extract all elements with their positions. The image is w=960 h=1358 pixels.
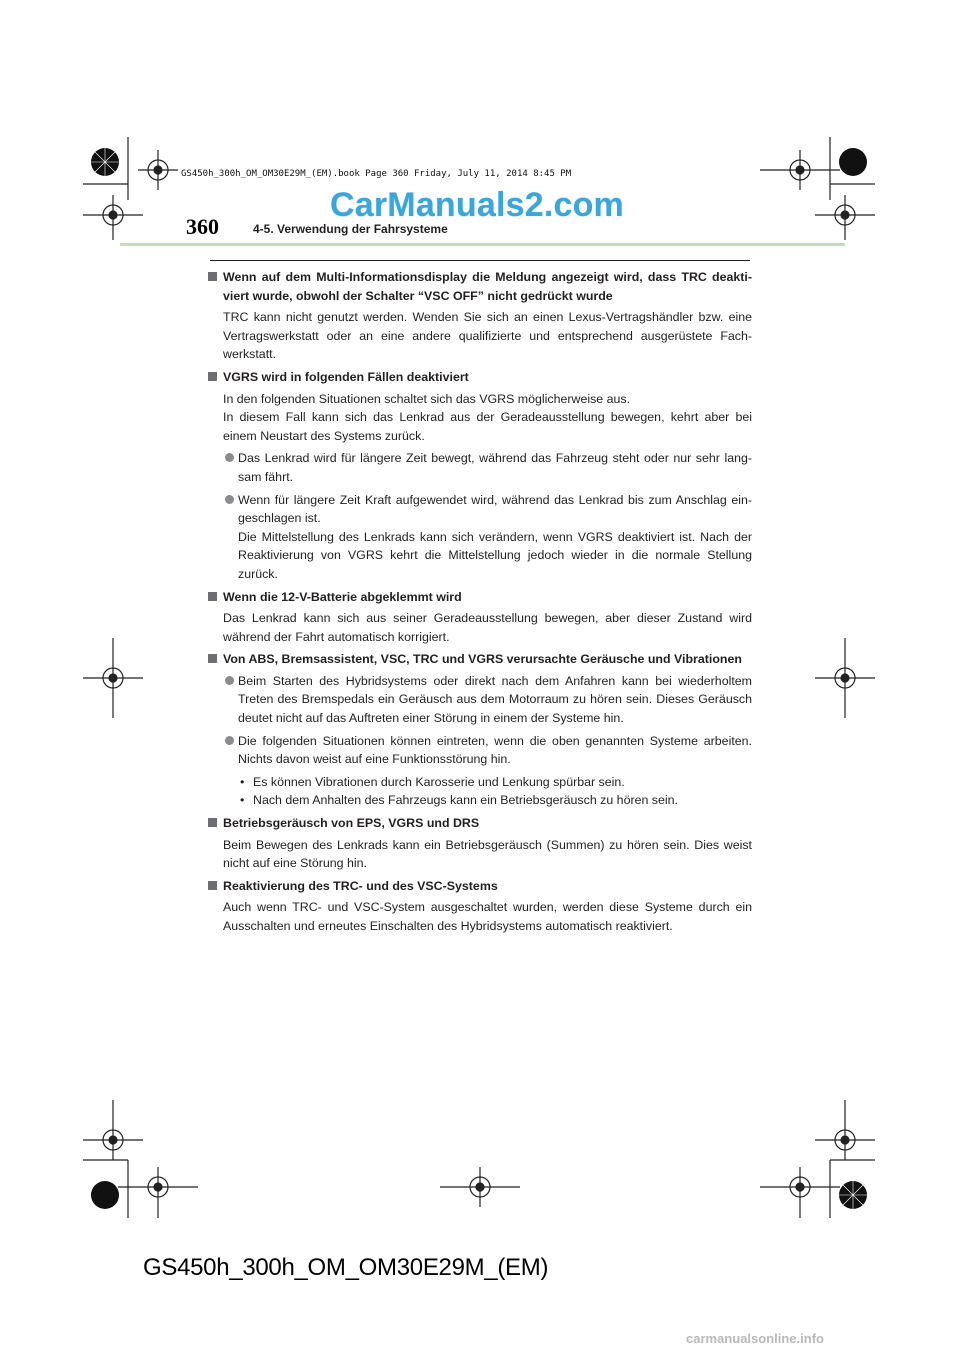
bullet-text: Das Lenkrad wird für längere Zeit bewegt, während das Fahrzeug steht oder nur sehr lang-sam fährt. bbox=[238, 451, 752, 484]
section-heading bbox=[206, 877, 752, 896]
square-marker-icon bbox=[208, 372, 217, 381]
print-info: GS450h_300h_OM_OM30E29M_(EM).book Page 360 Friday, July 11, 2014 8:45 PM bbox=[181, 169, 572, 179]
sub-item-text: Es können Vibrationen durch Karosserie und Lenkung spürbar sein. bbox=[253, 774, 625, 789]
sub-bullet-marker: • bbox=[240, 774, 245, 789]
bullet-dot-icon bbox=[225, 676, 234, 685]
section-battery-disconnected bbox=[206, 588, 752, 647]
paragraph: Beim Bewegen des Lenkrads kann ein Betriebsgeräusch (Summen) zu hören sein. Dies weist nicht auf eine Störung hin. bbox=[223, 837, 752, 871]
square-marker-icon bbox=[208, 654, 217, 663]
bullet-extra-text: Die Mittelstellung des Lenkrads kann sich verändern, wenn VGRS deaktiviert ist. Nach der Reaktivierung von VGRS kehrt die Mittelstellung jedoch wieder in die normale Stellung zurück. bbox=[238, 529, 752, 581]
content-body bbox=[206, 266, 752, 940]
sub-item bbox=[206, 791, 752, 810]
heading-text: Von ABS, Bremsassistent, VSC, TRC und VGRS verursachte Geräusche und Vibrationen bbox=[223, 652, 742, 667]
footer-doc-code: GS450h_300h_OM_OM30E29M_(EM) bbox=[143, 1254, 549, 1281]
page-number: 360 bbox=[186, 214, 219, 239]
heading-text: Betriebsgeräusch von EPS, VGRS und DRS bbox=[223, 816, 480, 831]
bullet-dot-icon bbox=[225, 736, 234, 745]
section-heading bbox=[206, 268, 752, 305]
paragraph: Das Lenkrad kann sich aus seiner Geradeausstellung bewegen, aber dieser Zustand wird während der Fahrt automatisch korrigiert. bbox=[223, 611, 752, 644]
square-marker-icon bbox=[208, 881, 217, 890]
heading-text: Wenn auf dem Multi-Informationsdisplay die Meldung angezeigt wird, dass TRC deakti-viert wurde, obwohl der Schalter “VSC OFF” nicht gedrückt wurde bbox=[223, 270, 752, 303]
section-heading bbox=[206, 368, 752, 387]
site-watermark: carmanualsonline.info bbox=[686, 1331, 824, 1346]
bullet-item bbox=[206, 672, 752, 728]
divider bbox=[210, 260, 750, 261]
section-trc-message bbox=[206, 268, 752, 364]
section-noises-vibrations bbox=[206, 650, 752, 810]
section-heading bbox=[206, 814, 752, 833]
heading-text: Reaktivierung des TRC- und des VSC-Systems bbox=[223, 878, 498, 893]
section-reactivation bbox=[206, 877, 752, 936]
paragraph: In den folgenden Situationen schaltet sich das VGRS möglicherweise aus. bbox=[223, 391, 631, 406]
square-marker-icon bbox=[208, 818, 217, 827]
watermark-logo: CarManuals2.com bbox=[330, 186, 624, 224]
bullet-item bbox=[206, 449, 752, 486]
section-vgrs-deactivated bbox=[206, 368, 752, 584]
bullet-dot-icon bbox=[225, 495, 234, 504]
section-title: 4-5. Verwendung der Fahrsysteme bbox=[253, 222, 448, 236]
square-marker-icon bbox=[208, 272, 217, 281]
bullet-dot-icon bbox=[225, 453, 234, 462]
bullet-text: Die folgenden Situationen können eintreten, wenn die oben genannten Systeme arbeiten. Nichts davon weist auf eine Funktionsstörung hin. bbox=[238, 733, 752, 767]
sub-bullet-marker: • bbox=[240, 793, 245, 808]
heading-text: VGRS wird in folgenden Fällen deaktiviert bbox=[223, 369, 469, 384]
section-heading bbox=[206, 588, 752, 607]
paragraph: TRC kann nicht genutzt werden. Wenden Sie sich an einen Lexus-Vertragshändler bzw. eine Vertragswerkstatt oder an eine andere qualifizierte und entsprechend ausgerüstete Fach-werkstatt. bbox=[223, 310, 752, 362]
bullet-item bbox=[206, 732, 752, 769]
section-operating-noise bbox=[206, 814, 752, 873]
bullet-item bbox=[206, 491, 752, 584]
sub-item bbox=[206, 773, 752, 792]
paragraph: Auch wenn TRC- und VSC-System ausgeschaltet wurden, werden diese Systeme durch ein Ausschalten und erneutes Einschalten des Hybridsystems automatisch reaktiviert. bbox=[223, 900, 752, 933]
section-heading bbox=[206, 650, 752, 669]
square-marker-icon bbox=[208, 592, 217, 601]
bullet-text: Wenn für längere Zeit Kraft aufgewendet wird, während das Lenkrad bis zum Anschlag ein-geschlagen ist. bbox=[238, 492, 752, 526]
sub-item-text: Nach dem Anhalten des Fahrzeugs kann ein Betriebsgeräusch zu hören sein. bbox=[253, 793, 678, 808]
heading-text: Wenn die 12-V-Batterie abgeklemmt wird bbox=[223, 589, 462, 604]
bullet-text: Beim Starten des Hybridsystems oder direkt nach dem Anfahren kann bei wiederholtem Treten des Bremspedals ein Geräusch aus dem Motorraum zu hören sein. Dieses Geräusch deutet nicht auf das Auftreten einer Störung in einem der Systeme hin. bbox=[238, 673, 752, 726]
paragraph: In diesem Fall kann sich das Lenkrad aus der Geradeausstellung bewegen, kehrt aber bei einem Neustart des Systems zurück. bbox=[223, 410, 752, 443]
header-bar bbox=[120, 243, 845, 246]
